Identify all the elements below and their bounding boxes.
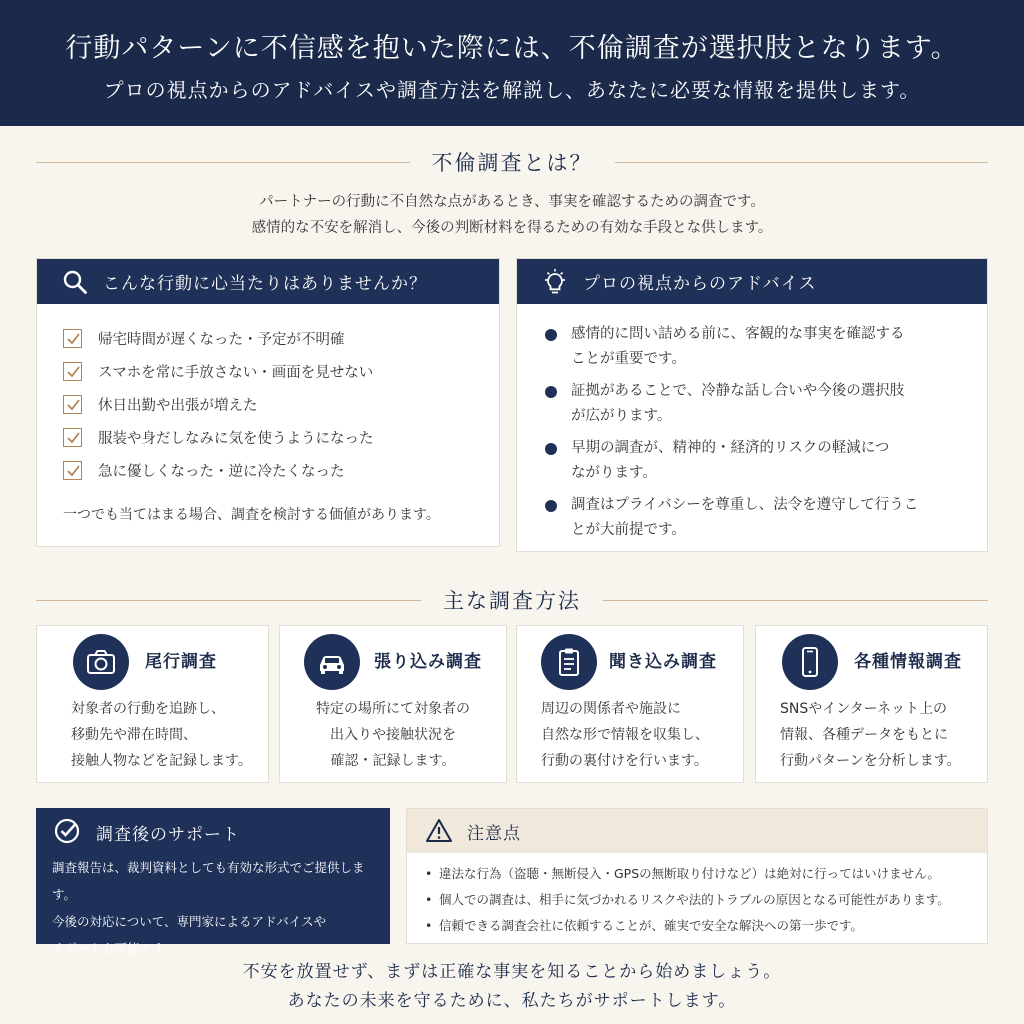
method-line: 対象者の行動を追跡し、 — [71, 701, 225, 717]
bullet-icon — [545, 386, 557, 398]
list-item — [425, 861, 979, 887]
method-line: 接触人物などを記録します。 — [71, 753, 252, 769]
footer-message — [0, 958, 1024, 1016]
about-line: パートナーの行動に不自然な点があるとき、事実を確認するための調査です。 — [259, 194, 765, 210]
advice-text: とが大前提です。 — [571, 522, 686, 538]
support-description — [52, 854, 380, 962]
checklist-note: 一つでも当てはまる場合、調査を検討する価値があります。 — [63, 507, 440, 523]
checkbox-icon — [63, 428, 82, 447]
method-line: 移動先や滞在時間、 — [71, 727, 197, 743]
bullet-icon — [545, 500, 557, 512]
method-title: 張り込み調査 — [374, 652, 482, 672]
method-title: 尾行調査 — [145, 652, 217, 672]
method-description — [517, 696, 743, 774]
caution-title: 注意点 — [467, 823, 521, 844]
advice-text: ことが重要です。 — [571, 351, 686, 367]
bullet-icon: • — [425, 866, 433, 881]
methods-title: 主な調査方法 — [443, 589, 581, 613]
checklist-item-label: 服装や身だしなみに気を使うようになった — [98, 431, 374, 447]
about-title: 不倫調査とは？ — [431, 151, 593, 175]
list-item — [545, 493, 959, 543]
method-line: 行動パターンを分析します。 — [780, 753, 961, 769]
list-item — [425, 913, 979, 939]
bullet-icon: • — [425, 892, 433, 907]
checklist-title: こんな行動に心当たりはありませんか？ — [103, 274, 427, 294]
checklist-panel — [36, 258, 500, 547]
support-panel — [36, 808, 390, 956]
method-description — [756, 696, 987, 774]
divider — [36, 162, 410, 163]
method-title: 各種情報調査 — [854, 652, 962, 672]
support-line: 今後の対応について、専門家によるアドバイスや — [52, 914, 327, 929]
method-description — [280, 696, 506, 774]
advice-text: 早期の調査が、精神的・経済的リスクの軽減につ — [571, 440, 890, 456]
method-card-inquiry — [516, 625, 744, 783]
list-item — [63, 322, 489, 355]
camera-icon — [73, 634, 129, 690]
bullet-icon: • — [425, 918, 433, 933]
method-line: SNSやインターネット上の — [780, 701, 947, 717]
method-line: 特定の場所にて対象者の — [316, 701, 470, 717]
footer-line: 不安を放置せず、まずは正確な事実を知ることから始めましょう。 — [242, 962, 782, 982]
car-icon — [304, 634, 360, 690]
caution-panel — [406, 808, 988, 944]
warning-icon — [425, 817, 453, 845]
advice-text: 証拠があることで、冷静な話し合いや今後の選択肢 — [571, 383, 905, 399]
list-item — [63, 454, 489, 487]
check-circle-icon — [52, 816, 82, 846]
caution-items — [425, 861, 979, 939]
caution-text: 個人での調査は、相手に気づかれるリスクや法的トラブルの原因となる可能性があります。 — [439, 892, 950, 907]
list-item — [545, 379, 959, 429]
advice-text: ながります。 — [571, 465, 657, 481]
clipboard-icon — [541, 634, 597, 690]
checkbox-icon — [63, 461, 82, 480]
footer-line: あなたの未来を守るために、私たちがサポートします。 — [287, 991, 737, 1011]
about-section-heading — [36, 144, 988, 180]
support-line: 調査報告は、裁判資料としても有効な形式でご提供します。 — [52, 860, 365, 902]
checklist-item-label: 休日出勤や出張が増えた — [98, 398, 258, 414]
support-line: サポートも可能です。 — [52, 941, 177, 956]
bullet-icon — [545, 443, 557, 455]
divider — [36, 600, 421, 601]
smartphone-icon — [782, 634, 838, 690]
list-item — [63, 421, 489, 454]
advice-text: 調査はプライバシーを尊重し、法令を遵守して行うこ — [571, 497, 919, 513]
advice-panel — [516, 258, 988, 552]
list-item — [63, 388, 489, 421]
method-title: 聞き込み調査 — [609, 652, 717, 672]
advice-title: プロの視点からのアドバイス — [583, 274, 817, 294]
about-line: 感情的な不安を解消し、今後の判断材料を得るための有効な手段とな供します。 — [251, 220, 773, 236]
methods-section-heading — [36, 582, 988, 618]
page-title: 行動パターンに不信感を抱いた際には、不倫調査が選択肢となります。 — [65, 33, 959, 64]
advice-header — [517, 259, 987, 304]
method-line: 情報、各種データをもとに — [780, 727, 948, 743]
checklist-header — [37, 259, 499, 304]
caution-header — [407, 809, 987, 853]
divider — [603, 600, 988, 601]
method-card-information — [755, 625, 988, 783]
divider — [615, 162, 989, 163]
method-card-stakeout — [279, 625, 507, 783]
method-description — [37, 696, 268, 774]
advice-text: が広がります。 — [571, 408, 672, 424]
advice-text: 感情的に問い詰める前に、客観的な事実を確認する — [571, 326, 905, 342]
search-icon — [61, 268, 89, 296]
about-description — [0, 189, 1024, 241]
checkbox-icon — [63, 329, 82, 348]
checklist-item-label: スマホを常に手放さない・画面を見せない — [98, 365, 374, 381]
caution-text: 信頼できる調査会社に依頼することが、確実で安全な解決への第一歩です。 — [439, 918, 864, 933]
method-line: 自然な形で情報を収集し、 — [541, 727, 709, 743]
checkbox-icon — [63, 362, 82, 381]
method-line: 行動の裏付けを行います。 — [541, 753, 708, 769]
advice-items — [545, 322, 959, 550]
list-item — [425, 887, 979, 913]
method-line: 確認・記録します。 — [330, 753, 456, 769]
list-item — [545, 322, 959, 372]
header-banner — [0, 0, 1024, 126]
bullet-icon — [545, 329, 557, 341]
support-title: 調査後のサポート — [96, 825, 240, 845]
checklist-items — [63, 322, 489, 487]
list-item — [545, 436, 959, 486]
caution-text: 違法な行為（盗聴・無断侵入・GPSの無断取り付けなど）は絶対に行ってはいけません。 — [439, 866, 940, 881]
method-line: 周辺の関係者や施設に — [541, 701, 681, 717]
checklist-item-label: 帰宅時間が遅くなった・予定が不明確 — [98, 332, 345, 348]
checklist-item-label: 急に優しくなった・逆に冷たくなった — [98, 464, 345, 480]
lightbulb-icon — [541, 268, 569, 296]
list-item — [63, 355, 489, 388]
method-card-tailing — [36, 625, 269, 783]
page-subtitle: プロの視点からのアドバイスや調査方法を解説し、あなたに必要な情報を提供します。 — [103, 78, 921, 102]
checkbox-icon — [63, 395, 82, 414]
method-line: 出入りや接触状況を — [330, 727, 456, 743]
